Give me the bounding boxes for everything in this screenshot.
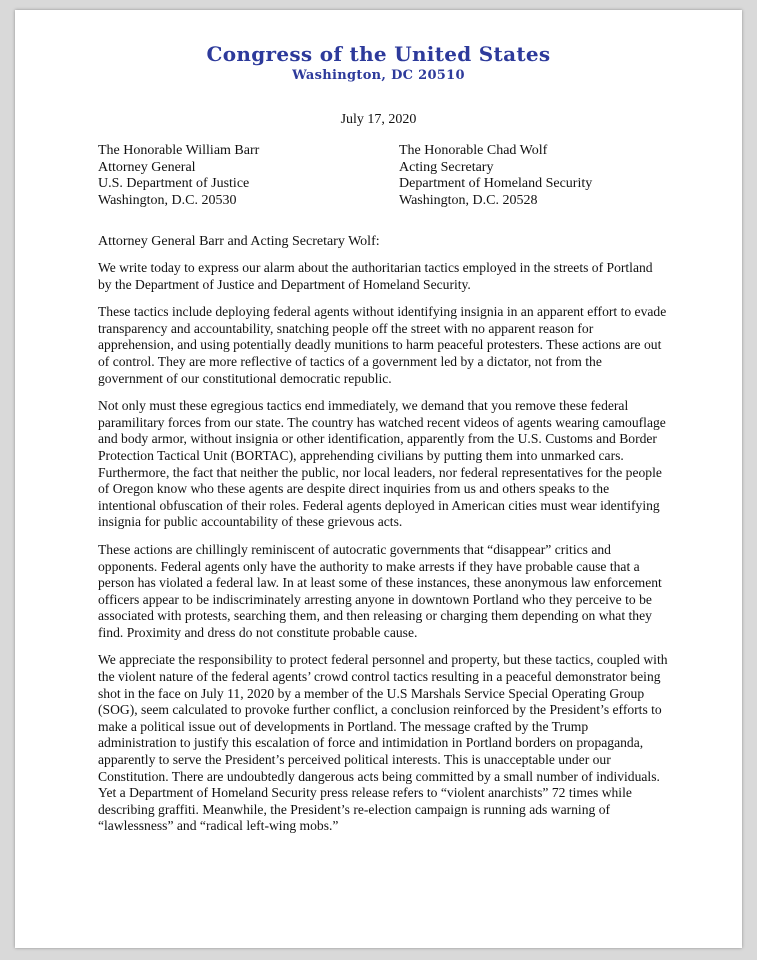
recipient-line: The Honorable Chad Wolf (399, 143, 548, 158)
letterhead-subtitle: Washington, DC 20510 (292, 68, 465, 83)
letter-body (98, 260, 668, 846)
letterhead-title: Congress of the United States (206, 42, 551, 66)
body-paragraph: These actions are chillingly reminiscent of autocratic governments that “disappear” critics and opponents. Federal agents only have the authority to make arrests if they have probable cause that a person has violated a federal law. In at least some of these instances, these anonymous law enforcement officers appear to be indiscriminately arresting anyone in downtown Portland who they perceive to be associated with protests, searching them, and then releasing or charging them depending on what they find. Proximity and dress do not constitute probable cause. (98, 541, 662, 640)
salutation: Attorney General Barr and Acting Secretary Wolf: (98, 234, 380, 249)
recipient-address-wolf (399, 143, 592, 209)
recipient-line: Department of Homeland Security (399, 176, 593, 191)
recipient-address-barr (98, 143, 259, 209)
recipient-line: Acting Secretary (399, 159, 494, 175)
body-paragraph: We appreciate the responsibility to protect federal personnel and property, but these tactics, coupled with the violent nature of the federal agents’ crowd control tactics resulting in a peaceful demonstrator being shot in the face on July 11, 2020 by a member of the U.S Marshals Service Special Operating Group (SOG), seem calculated to provoke further conflict, a conclusion reinforced by the President’s efforts to make a political issue out of developments in Portland. The message crafted by the Trump administration to justify this escalation of force and intimidation in Portland borders on propaganda, apparently to serve the President’s perceived political interests. This is unacceptable under our Constitution. There are undoubtedly dangerous acts being committed by a small number of individuals. Yet a Department of Homeland Security press release refers to “violent anarchists” 72 times while describing graffiti. Meanwhile, the President’s re-election campaign is running ads warning of “lawlessness” and “radical left-wing mobs.” (98, 652, 668, 834)
body-paragraph: We write today to express our alarm about the authoritarian tactics employed in the streets of Portland by the Department of Justice and Department of Homeland Security. (98, 260, 653, 292)
recipient-line: Washington, D.C. 20530 (98, 192, 237, 208)
recipient-line: The Honorable William Barr (98, 143, 260, 158)
body-paragraph: Not only must these egregious tactics end immediately, we demand that you remove these federal paramilitary forces from our state. The country has watched recent videos of agents wearing camouflage and body armor, without insignia or other identification, apparently from the U.S. Customs and Border Protection Tactical Unit (BORTAC), apprehending civilians by putting them into unmarked cars. Furthermore, the fact that neither the public, nor local leaders, nor federal representatives for the people of Oregon know who these agents are despite direct inquiries from us and others speaks to the intentional obfuscation of their roles. Federal agents deployed in American cities must wear identifying insignia for public accountability of these grievous acts. (98, 398, 666, 530)
recipient-line: U.S. Department of Justice (98, 176, 250, 191)
letter-date: July 17, 2020 (340, 112, 417, 127)
recipient-line: Washington, D.C. 20528 (399, 192, 538, 208)
recipient-line: Attorney General (98, 159, 196, 175)
body-paragraph: These tactics include deploying federal agents without identifying insignia in an apparent effort to evade transparency and accountability, snatching people off the street with no apparent reason for apprehension, and using potentially deadly munitions to harm peaceful protesters. These actions are out of control. They are more reflective of tactics of a government led by a dictator, not from the government of our constitutional democratic republic. (98, 304, 667, 386)
letter-page (15, 10, 742, 948)
